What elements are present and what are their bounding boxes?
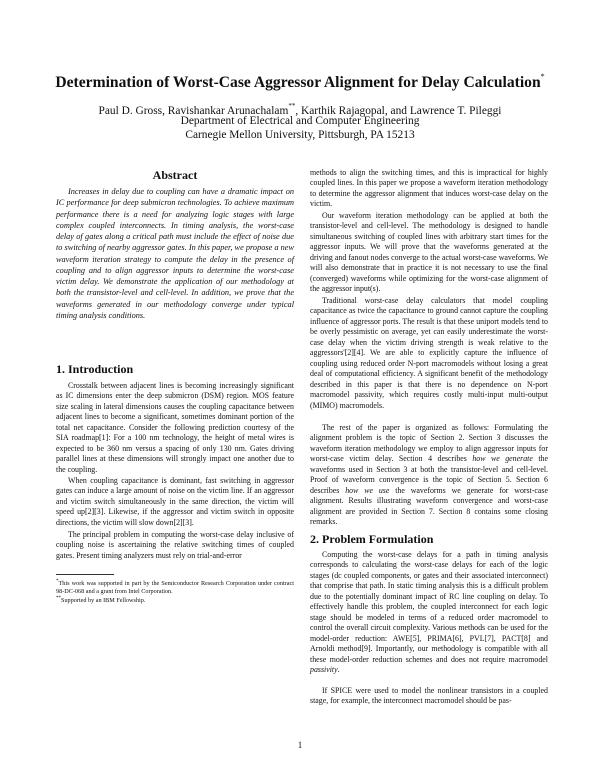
p4-part-e: the waveforms we generate for worst-case alignment. Results illustrating waveform convergence and worst-case alignment are provided in Section 7. Section 8 contains some closing remarks.	[310, 485, 548, 527]
p4-emphasis-generate: how we generate	[472, 454, 533, 464]
authors-first: Paul D. Gross, Ravishankar Arunachalam	[98, 105, 289, 117]
university: Carnegie Mellon University, Pittsburgh, PA 15213	[185, 129, 415, 141]
p5-part-a: Computing the worst-case delays for a path in timing analysis corresponds to calculating the worst-case delays for each of the logic stages (dc coupled components, or gates and their associated interconnect) that comprise that path. In static timing analysis this is a difficult problem due to the potentially dominant impact of RC line coupling on delay. To effectively handle this problem, the coupled interconnect for each logic stage should be modeled in terms of a reduced order macromodel to control the overall circuit complexity. Various methods can be used for the model-order reduction: AWE[5], PRIMA[6], PVL[7], PACT[8] and Arnoldi method[9]. Importantly, our methodology is compatible with all these model-order reduction schemes and does not require macromodel	[310, 550, 548, 664]
department: Department of Electrical and Computer Engineering	[180, 115, 420, 127]
right-paragraph-1: methods to align the switching times, and this is impractical for highly coupled lines. In this paper we propose a waveform iteration methodology to determine the aggressor alignment that induces worst-case delay on the victim.	[310, 168, 548, 209]
intro-paragraph-2: When coupling capacitance is dominant, fast switching in aggressor gates can induce a large amount of noise on the victim line. If an aggressor and victim switch simultaneously in the same direction, the victim will speed up[2][3]. Likewise, if the aggressor and victim switch in opposite directions, the victim will slow down[2][3].	[56, 476, 294, 527]
right-paragraph-2: Our waveform iteration methodology can be applied at both the transistor-level and cell-level. The methodology is designed to handle simultaneous switching of coupled lines with arbitrary start times for the aggressor inputs. We will prove that the waveforms generated at the driving and fanout nodes converge to the actual worst-case waveforms. We will also demonstrate that in practice it is not necessary to use the final (converged) waveforms while optimizing for the worst-case alignment of the aggressor input(s).	[310, 211, 548, 294]
footnote-1-mark: *	[56, 579, 59, 584]
footnote-2-mark: **	[56, 596, 61, 601]
p5-part-c: .	[337, 664, 340, 674]
abstract-heading: Abstract	[152, 168, 198, 182]
page-number: 1	[297, 740, 303, 750]
right-paragraph-6: If SPICE were used to model the nonlinear transistors in a coupled stage, for example, the interconnect macromodel should be pas-	[310, 686, 548, 706]
right-paragraph-5	[310, 550, 548, 675]
p5-emphasis-passivity: passivity	[310, 664, 338, 674]
intro-paragraph-3: The principal problem in computing the worst-case delay inclusive of coupling noise is ascertaining the relative switching times of coupled gates. Present timing analyzers must rely on trial-and-error	[56, 530, 294, 560]
footnote-1-text: This work was supported in part by the Semiconductor Research Corporation under contract 98-DC-068 and a grant from Intel Corporation.	[56, 580, 294, 595]
author-footnote-mark: **	[288, 102, 296, 110]
p4-part-c: the waveforms used in Section 3 at both the transistor-level and cell-level. Proof of waveform convergence is the topic of Section 5. Section 6 describes	[310, 454, 548, 495]
introduction-heading: 1. Introduction	[56, 362, 134, 376]
footnote-2	[56, 595, 294, 605]
footnote-2-text: Supported by an IBM Fellowship.	[61, 597, 146, 604]
footnote-1	[56, 578, 294, 596]
footnote-rule	[56, 574, 114, 575]
right-paragraph-4	[310, 423, 548, 528]
authors-rest: , Karthik Rajagopal, and Lawrence T. Pileggi	[295, 105, 502, 117]
paper-title	[40, 68, 560, 92]
title-text: Determination of Worst-Case Aggressor Alignment for Delay Calculation	[55, 74, 541, 91]
problem-formulation-heading: 2. Problem Formulation	[310, 532, 434, 546]
right-paragraph-3: Traditional worst-case delay calculators that model coupling capacitance as twice the capacitance to ground cannot capture the coupling influence of aggressor ports. The result is that these uniport models tend to be overly pessimistic on average, yet can easily underestimate the worst-case delay when the victim driving strength is weak relative to the aggressors'[2][4]. We are able to explicitly capture the influence of coupling using reduced order N-port macromodels without losing a great deal of computational efficiency. A significant benefit of the methodology described in this paper is that there is no dependence on N-port macromodel passivity, which requires costly multi-input multi-output (MIMO) macromodels.	[310, 296, 548, 410]
title-footnote-mark: *	[540, 72, 545, 81]
intro-paragraph-1: Crosstalk between adjacent lines is becoming increasingly significant as IC dimensions enter the deep submicron (DSM) region. MOS feature size scaling in lateral dimensions causes the coupling capacitance between adjacent lines to become a significant, sometimes dominant portion of the total net capacitance. Consider the following prediction courtesy of the SIA roadmap[1]: For a 100 nm technology, the height of metal wires is expected to be 360 nm versus a spacing of only 130 nm. Gates driving parallel lines at these dimensions will strongly impact one another due to the coupling.	[56, 381, 294, 474]
p4-emphasis-use: how we use	[345, 485, 390, 495]
abstract-text: Increases in delay due to coupling can have a dramatic impact on IC performance for deep submicron technologies. To achieve maximum performance there is a need for analyzing logic stages with large complex coupled interconnects. In timing analysis, the worst-case delay of gates along a critical path must include the effect of noise due to switching of nearby aggressor gates. In this paper, we propose a new waveform iteration strategy to compute the delay in the presence of coupling and to align aggressor inputs to determine the worst-case victim delay. We demonstrate the application of our methodology at both the transistor-level and cell-level. In addition, we prove that the waveforms generated in our methodology converge under typical timing analysis conditions.	[56, 187, 294, 320]
p4-part-a: The rest of the paper is organized as follows: Formulating the alignment problem is the topic of Section 2. Section 3 discusses the waveform iteration methodology we employ to align aggressor inputs for worst-case victim delay. Section 4 describes	[310, 423, 548, 464]
